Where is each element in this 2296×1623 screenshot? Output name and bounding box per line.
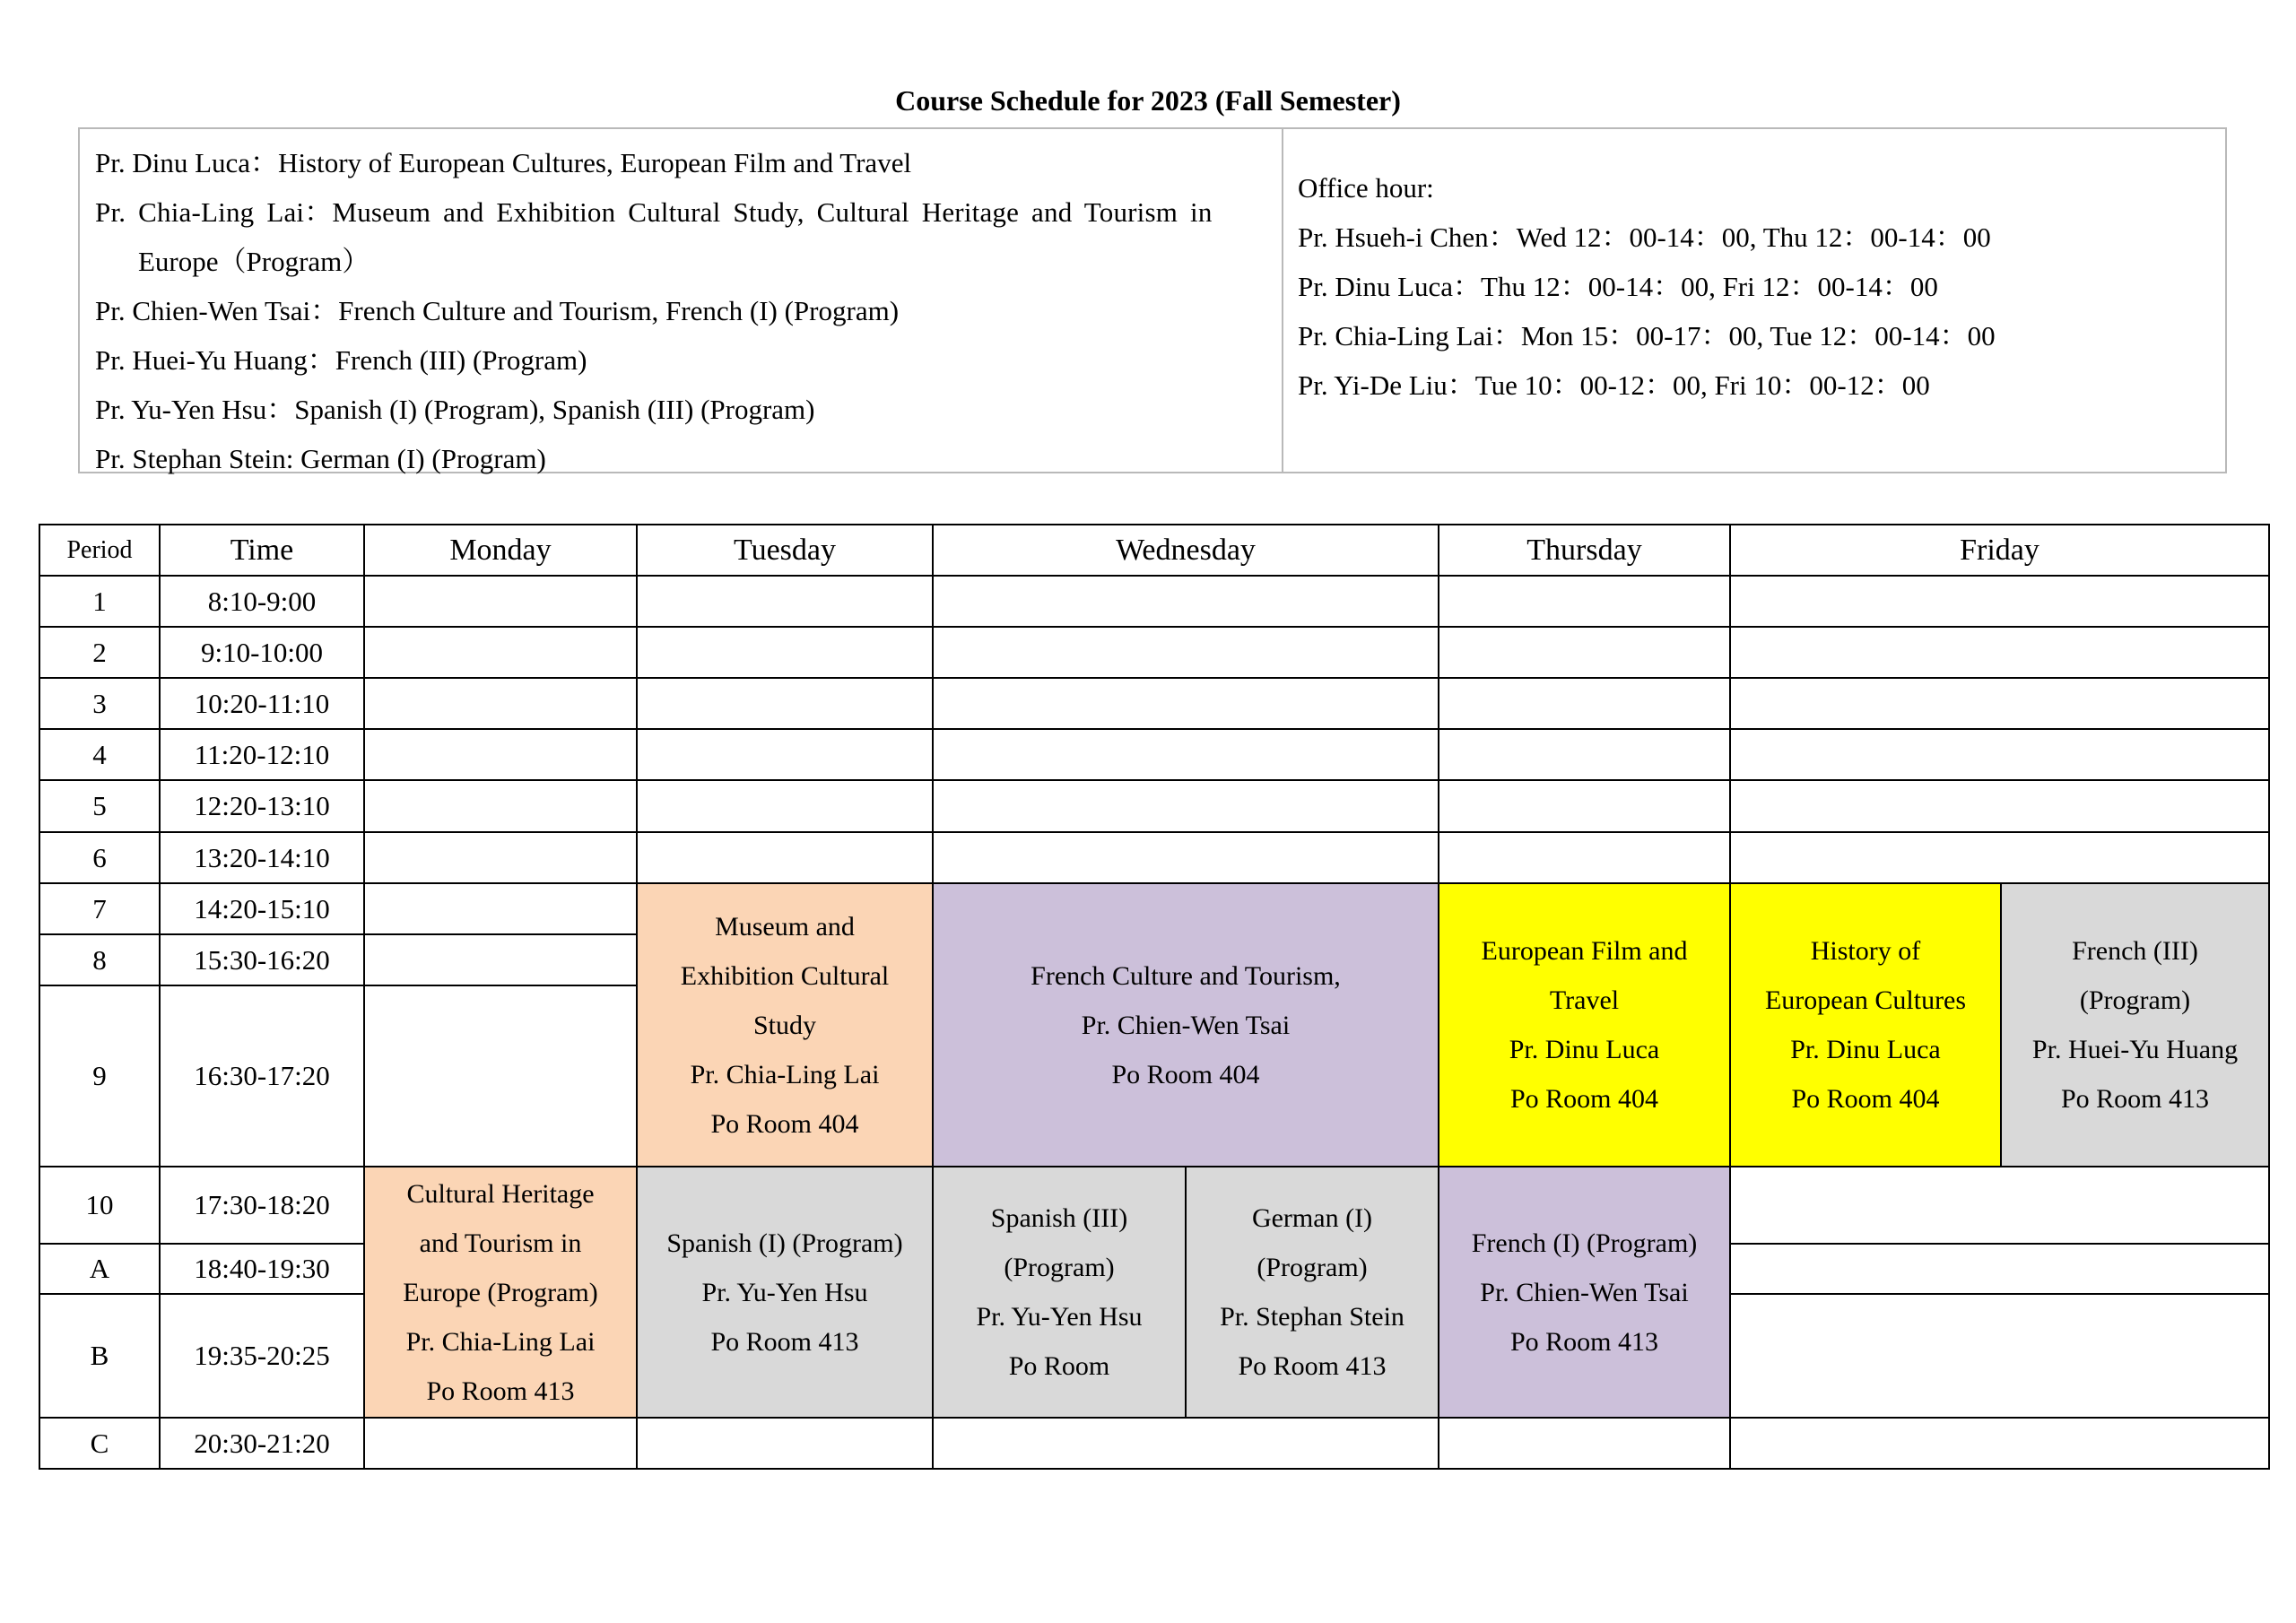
empty-cell bbox=[1730, 1167, 2269, 1244]
empty-cell bbox=[364, 832, 637, 883]
course-title: Cultural Heritage bbox=[406, 1178, 595, 1209]
empty-cell bbox=[1730, 627, 2269, 678]
instructor-line: Pr. Yu-Yen Hsu：Spanish (I) (Program), Spanish (III) (Program) bbox=[95, 394, 815, 425]
course-history-european-cultures bbox=[1730, 883, 2001, 1167]
course-room: Po Room 413 bbox=[1509, 1326, 1659, 1357]
empty-cell bbox=[933, 1418, 1439, 1469]
course-instructor: Pr. Dinu Luca bbox=[1509, 1035, 1660, 1064]
course-title: and Tourism in bbox=[419, 1228, 582, 1258]
course-title: Europe (Program) bbox=[403, 1277, 598, 1307]
empty-cell bbox=[1439, 832, 1730, 883]
friday-header: Friday bbox=[1730, 525, 2269, 576]
empty-cell bbox=[637, 832, 933, 883]
period-cell: 10 bbox=[39, 1167, 160, 1244]
table-row bbox=[39, 1167, 2269, 1244]
empty-cell bbox=[364, 780, 637, 832]
empty-cell bbox=[1730, 678, 2269, 729]
course-title: Study bbox=[752, 1010, 817, 1040]
course-french-culture bbox=[933, 883, 1439, 1167]
time-header: Time bbox=[160, 525, 364, 576]
time-cell: 12:20-13:10 bbox=[160, 780, 364, 832]
office-hours-label: Office hour: bbox=[1298, 172, 1434, 204]
instructor-info-box bbox=[78, 127, 2227, 473]
empty-cell bbox=[364, 934, 637, 985]
table-row bbox=[39, 883, 2269, 934]
time-cell: 17:30-18:20 bbox=[160, 1167, 364, 1244]
time-cell: 10:20-11:10 bbox=[160, 678, 364, 729]
period-cell: 4 bbox=[39, 729, 160, 780]
instructor-list bbox=[80, 129, 1283, 472]
course-instructor: Pr. Stephan Stein bbox=[1220, 1302, 1405, 1332]
empty-cell bbox=[1730, 1418, 2269, 1469]
course-german-1 bbox=[1186, 1167, 1439, 1418]
office-hours bbox=[1283, 129, 2227, 472]
course-instructor: Pr. Chien-Wen Tsai bbox=[1081, 1010, 1291, 1040]
table-row bbox=[39, 627, 2269, 678]
header-row bbox=[39, 525, 2269, 576]
course-french-1 bbox=[1439, 1167, 1730, 1418]
table-row bbox=[39, 832, 2269, 883]
course-title: (Program) bbox=[2079, 985, 2191, 1015]
period-cell: 3 bbox=[39, 678, 160, 729]
instructor-line: Pr. Dinu Luca：History of European Cultures, European Film and Travel bbox=[95, 147, 912, 178]
period-cell: B bbox=[39, 1294, 160, 1418]
course-room: Po Room 404 bbox=[1111, 1059, 1260, 1089]
empty-cell bbox=[637, 576, 933, 627]
period-cell: 7 bbox=[39, 883, 160, 934]
empty-cell bbox=[1439, 729, 1730, 780]
course-room: Po Room 404 bbox=[1509, 1084, 1659, 1114]
course-room: Po Room 404 bbox=[1791, 1084, 1940, 1114]
instructor-line: Pr. Huei-Yu Huang：French (III) (Program) bbox=[95, 344, 587, 376]
period-header: Period bbox=[39, 525, 160, 576]
course-title: French Culture and Tourism, bbox=[1031, 960, 1341, 991]
thursday-header: Thursday bbox=[1439, 525, 1730, 576]
course-title: European Film and bbox=[1481, 936, 1688, 966]
office-hour-line: Pr. Hsueh-i Chen：Wed 12：00-14：00, Thu 12：00-14：00 bbox=[1298, 221, 1991, 253]
period-cell: 1 bbox=[39, 576, 160, 627]
empty-cell bbox=[364, 883, 637, 934]
course-title: History of bbox=[1810, 936, 1921, 966]
empty-cell bbox=[1439, 576, 1730, 627]
empty-cell bbox=[1730, 780, 2269, 832]
tuesday-header: Tuesday bbox=[637, 525, 933, 576]
instructor-line: Pr. Chien-Wen Tsai：French Culture and Tourism, French (I) (Program) bbox=[95, 295, 900, 326]
empty-cell bbox=[1730, 832, 2269, 883]
time-cell: 18:40-19:30 bbox=[160, 1244, 364, 1294]
empty-cell bbox=[364, 576, 637, 627]
time-cell: 13:20-14:10 bbox=[160, 832, 364, 883]
empty-cell bbox=[637, 678, 933, 729]
empty-cell bbox=[933, 780, 1439, 832]
course-title: Museum and bbox=[715, 911, 855, 942]
document-title: Course Schedule for 2023 (Fall Semester) bbox=[895, 84, 1401, 117]
schedule-table bbox=[39, 524, 2270, 1470]
course-title: Spanish (I) (Program) bbox=[666, 1228, 903, 1258]
time-cell: 8:10-9:00 bbox=[160, 576, 364, 627]
course-title: German (I) bbox=[1251, 1203, 1373, 1233]
empty-cell bbox=[933, 729, 1439, 780]
course-room: Po Room 413 bbox=[1238, 1351, 1387, 1381]
period-cell: 2 bbox=[39, 627, 160, 678]
empty-cell bbox=[933, 678, 1439, 729]
course-title: French (III) bbox=[2072, 936, 2198, 966]
course-cultural-heritage bbox=[364, 1167, 637, 1418]
instructor-line: Pr. Chia-Ling Lai：Museum and Exhibition Cultural Study, Cultural Heritage and Tourism in bbox=[95, 196, 1213, 228]
course-room: Po Room bbox=[1008, 1351, 1110, 1381]
time-cell: 19:35-20:25 bbox=[160, 1294, 364, 1418]
office-hour-line: Pr. Chia-Ling Lai：Mon 15：00-17：00, Tue 12：00-14：00 bbox=[1298, 320, 1996, 352]
period-cell: 6 bbox=[39, 832, 160, 883]
empty-cell bbox=[1730, 1294, 2269, 1418]
office-hour-line: Pr. Dinu Luca：Thu 12：00-14：00, Fri 12：00-14：00 bbox=[1298, 271, 1938, 302]
course-spanish-3 bbox=[933, 1167, 1186, 1418]
time-cell: 9:10-10:00 bbox=[160, 627, 364, 678]
course-title: (Program) bbox=[1004, 1253, 1115, 1282]
course-title: (Program) bbox=[1257, 1253, 1368, 1282]
empty-cell bbox=[1730, 576, 2269, 627]
empty-cell bbox=[637, 780, 933, 832]
empty-cell bbox=[1439, 627, 1730, 678]
table-row bbox=[39, 780, 2269, 832]
course-instructor: Pr. Yu-Yen Hsu bbox=[976, 1302, 1143, 1332]
course-room: Po Room 413 bbox=[426, 1376, 575, 1406]
course-title: French (I) (Program) bbox=[1471, 1228, 1698, 1258]
empty-cell bbox=[1439, 1418, 1730, 1469]
instructor-line: Pr. Stephan Stein: German (I) (Program) bbox=[95, 443, 546, 474]
period-cell: C bbox=[39, 1418, 160, 1469]
period-cell: 5 bbox=[39, 780, 160, 832]
empty-cell bbox=[364, 729, 637, 780]
course-instructor: Pr. Yu-Yen Hsu bbox=[701, 1277, 868, 1307]
course-instructor: Pr. Chia-Ling Lai bbox=[690, 1059, 880, 1089]
course-title: Travel bbox=[1549, 985, 1620, 1015]
empty-cell bbox=[1439, 780, 1730, 832]
course-room: Po Room 413 bbox=[710, 1326, 859, 1357]
period-cell: 9 bbox=[39, 985, 160, 1167]
course-instructor: Pr. Chia-Ling Lai bbox=[405, 1326, 596, 1357]
course-room: Po Room 404 bbox=[710, 1108, 859, 1139]
time-cell: 15:30-16:20 bbox=[160, 934, 364, 985]
empty-cell bbox=[637, 729, 933, 780]
empty-cell bbox=[364, 1418, 637, 1469]
time-cell: 11:20-12:10 bbox=[160, 729, 364, 780]
empty-cell bbox=[933, 832, 1439, 883]
course-museum-exhibition bbox=[637, 883, 933, 1167]
course-european-film bbox=[1439, 883, 1730, 1167]
wednesday-header: Wednesday bbox=[933, 525, 1439, 576]
empty-cell bbox=[933, 627, 1439, 678]
course-instructor: Pr. Chien-Wen Tsai bbox=[1480, 1277, 1689, 1307]
period-cell: A bbox=[39, 1244, 160, 1294]
instructor-line-continued: Europe（Program） bbox=[138, 246, 370, 277]
office-hour-line: Pr. Yi-De Liu：Tue 10：00-12：00, Fri 10：00-12：00 bbox=[1298, 369, 1930, 401]
time-cell: 16:30-17:20 bbox=[160, 985, 364, 1167]
empty-cell bbox=[364, 627, 637, 678]
empty-cell bbox=[364, 985, 637, 1167]
time-cell: 20:30-21:20 bbox=[160, 1418, 364, 1469]
empty-cell bbox=[637, 1418, 933, 1469]
table-row bbox=[39, 576, 2269, 627]
empty-cell bbox=[1730, 729, 2269, 780]
period-cell: 8 bbox=[39, 934, 160, 985]
course-room: Po Room 413 bbox=[2060, 1084, 2210, 1114]
course-instructor: Pr. Dinu Luca bbox=[1790, 1035, 1941, 1064]
course-title: European Cultures bbox=[1764, 985, 1967, 1015]
empty-cell bbox=[364, 678, 637, 729]
course-spanish-1 bbox=[637, 1167, 933, 1418]
empty-cell bbox=[1439, 678, 1730, 729]
table-row bbox=[39, 729, 2269, 780]
table-row bbox=[39, 1418, 2269, 1469]
empty-cell bbox=[1730, 1244, 2269, 1294]
course-french-3 bbox=[2001, 883, 2269, 1167]
course-title: Exhibition Cultural bbox=[680, 960, 890, 991]
course-title: Spanish (III) bbox=[990, 1203, 1128, 1233]
monday-header: Monday bbox=[364, 525, 637, 576]
course-instructor: Pr. Huei-Yu Huang bbox=[2031, 1035, 2239, 1064]
empty-cell bbox=[933, 576, 1439, 627]
time-cell: 14:20-15:10 bbox=[160, 883, 364, 934]
table-row bbox=[39, 678, 2269, 729]
empty-cell bbox=[637, 627, 933, 678]
